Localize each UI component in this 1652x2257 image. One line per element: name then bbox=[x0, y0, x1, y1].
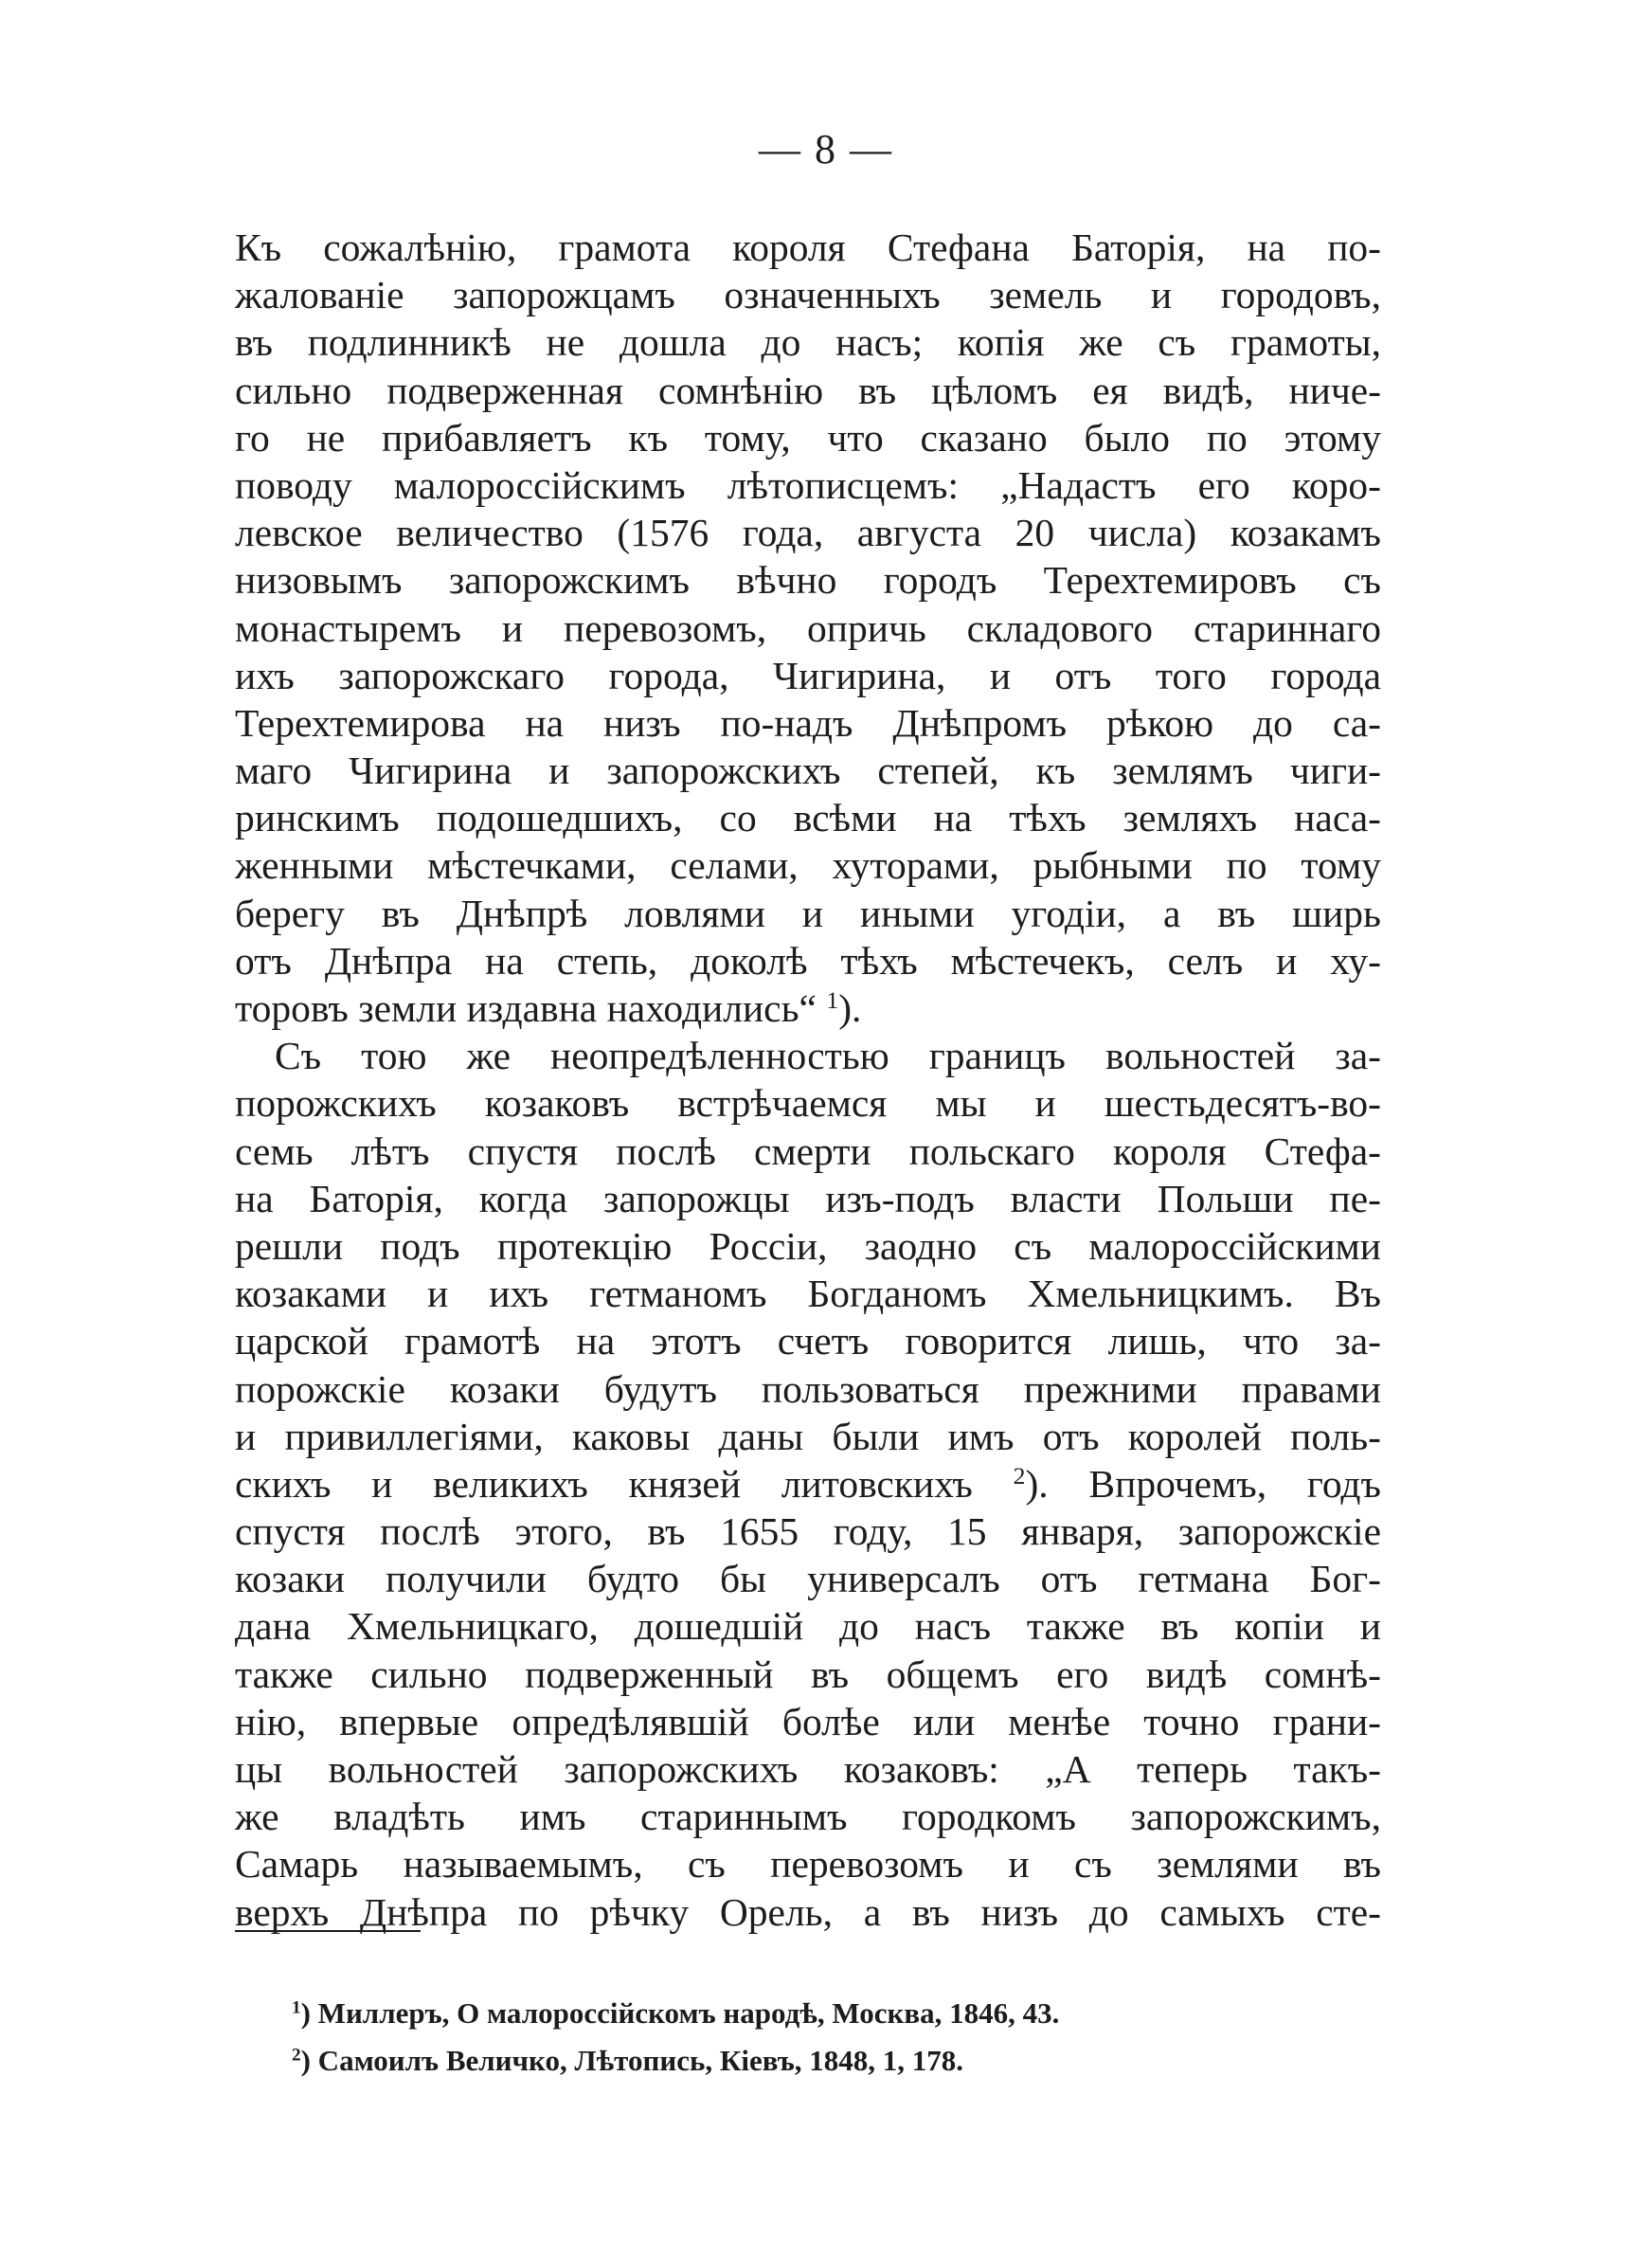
footnote-2 bbox=[292, 2037, 1334, 2085]
text-line: въ подлинникѣ не дошла до насъ; копія же съ грамоты, bbox=[235, 320, 1381, 365]
text-line: решли подъ протекцію Россіи, заодно съ малороссійскими bbox=[235, 1223, 1381, 1268]
text-line: жалованіе запорожцамъ означенныхъ земель и городовъ, bbox=[235, 273, 1381, 317]
text-line-with-footnote bbox=[235, 984, 1381, 1032]
text-segment: ). bbox=[838, 986, 862, 1030]
text-line: дана Хмельницкаго, дошедшій до насъ также въ копіи и bbox=[235, 1604, 1381, 1649]
text-line: цы вольностей запорожскихъ козаковъ: „А теперь такъ- bbox=[235, 1747, 1381, 1791]
footnote-marker: 2 bbox=[292, 2045, 301, 2066]
text-line: отъ Днѣпра на степь, доколѣ тѣхъ мѣстечекъ, селъ и ху- bbox=[235, 938, 1381, 983]
text-line: козаками и ихъ гетманомъ Богданомъ Хмельницкимъ. Въ bbox=[235, 1272, 1381, 1316]
text-line: царской грамотѣ на этотъ счетъ говорится лишь, что за- bbox=[235, 1319, 1381, 1363]
text-line: женными мѣстечками, селами, хуторами, рыбными по тому bbox=[235, 843, 1381, 888]
text-line: ихъ запорожскаго города, Чигирина, и отъ того города bbox=[235, 653, 1381, 697]
text-line: семь лѣтъ спустя послѣ смерти польскаго короля Стефа- bbox=[235, 1128, 1381, 1173]
text-line: берегу въ Днѣпрѣ ловлями и иными угодіи, а въ ширь bbox=[235, 891, 1381, 935]
footnote-separator bbox=[235, 1930, 421, 1932]
text-line: же владѣть имъ стариннымъ городкомъ запорожскимъ, bbox=[235, 1795, 1381, 1839]
page-number: — 8 — bbox=[759, 126, 893, 172]
text-line: го не прибавляетъ къ тому, что сказано было по этому bbox=[235, 415, 1381, 460]
text-line-with-footnote bbox=[235, 1460, 1381, 1508]
footnotes bbox=[292, 1990, 1334, 2085]
text-line: Терехтемирова на низъ по-надъ Днѣпромъ рѣкою до са- bbox=[235, 700, 1381, 745]
text-line: и привиллегіями, каковы даны были имъ отъ королей поль- bbox=[235, 1414, 1381, 1458]
text-line: порожскихъ козаковъ встрѣчаемся мы и шестьдесятъ-во- bbox=[235, 1081, 1381, 1126]
footnote-text: ) Самоилъ Величко, Лѣтопись, Кіевъ, 1848, 1, 178. bbox=[300, 2044, 964, 2077]
text-line: верхъ Днѣпра по рѣчку Орель, а въ низъ до самыхъ сте- bbox=[235, 1889, 1381, 1934]
text-line: Самарь называемымъ, съ перевозомъ и съ землями въ bbox=[235, 1842, 1381, 1887]
footnote-text: ) Миллеръ, О малороссійскомъ народѣ, Москва, 1846, 43. bbox=[300, 1996, 1060, 2030]
text-line: нію, впервые опредѣлявшій болѣе или менѣе точно грани- bbox=[235, 1699, 1381, 1743]
text-line: маго Чигирина и запорожскихъ степей, къ землямъ чиги- bbox=[235, 749, 1381, 793]
text-segment: торовъ земли издавна находились“ bbox=[235, 986, 817, 1030]
text-line: Къ сожалѣнію, грамота короля Стефана Баторія, на по- bbox=[235, 226, 1381, 269]
text-line: порожскіе козаки будутъ пользоваться прежними правами bbox=[235, 1366, 1381, 1411]
footnote-marker: 1 bbox=[292, 1997, 301, 2018]
footnote-ref-2[interactable]: 2 bbox=[1013, 1461, 1026, 1490]
text-line: спустя послѣ этого, въ 1655 году, 15 января, запорожскіе bbox=[235, 1509, 1381, 1554]
text-line: козаки получили будто бы универсалъ отъ гетмана Бог- bbox=[235, 1557, 1381, 1601]
text-line: левское величество (1576 года, августа 20 числа) козакамъ bbox=[235, 511, 1381, 555]
text-line: также сильно подверженный въ общемъ его видѣ сомнѣ- bbox=[235, 1652, 1381, 1696]
text-line: ринскимъ подошедшихъ, со всѣми на тѣхъ земляхъ наса- bbox=[235, 796, 1381, 840]
text-line: Съ тою же неопредѣленностью границъ вольностей за- bbox=[275, 1034, 1381, 1078]
text-line: низовымъ запорожскимъ вѣчно городъ Терехтемировъ съ bbox=[235, 558, 1381, 603]
text-line: сильно подверженная сомнѣнію въ цѣломъ ея видѣ, ниче- bbox=[235, 368, 1381, 412]
main-text bbox=[235, 224, 1381, 1936]
text-line: поводу малороссійскимъ лѣтописцемъ: „Надастъ его коро- bbox=[235, 462, 1381, 507]
footnote-ref-1[interactable]: 1 bbox=[826, 985, 839, 1014]
text-segment: скихъ и великихъ князей литовскихъ bbox=[235, 1461, 973, 1506]
text-line: на Баторія, когда запорожцы изъ-подъ власти Польши пе- bbox=[235, 1176, 1381, 1220]
text-segment: ). Впрочемъ, годъ bbox=[1025, 1461, 1382, 1506]
footnote-1 bbox=[292, 1990, 1334, 2037]
text-line: монастыремъ и перевозомъ, опричь складового стариннаго bbox=[235, 605, 1381, 650]
